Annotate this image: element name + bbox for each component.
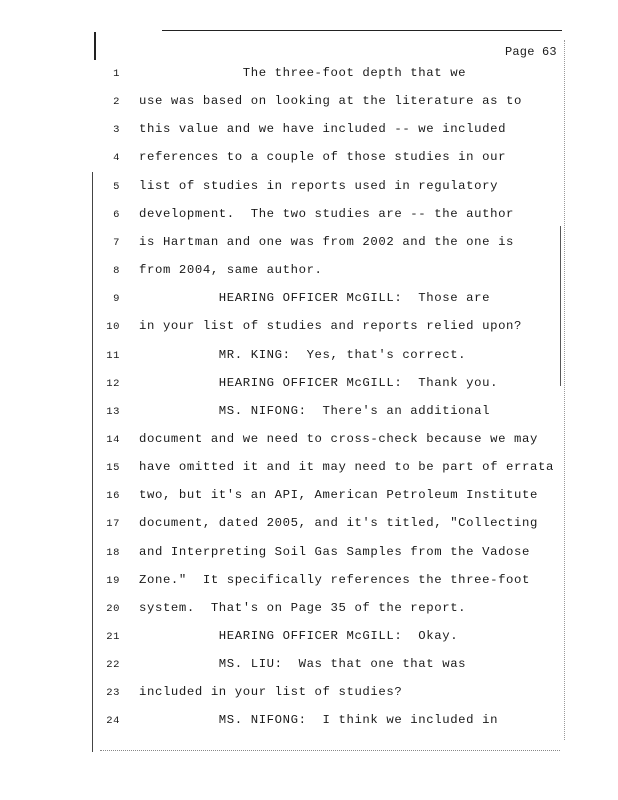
line-number: 5: [113, 180, 120, 193]
line-number: 21: [106, 631, 120, 643]
line-text: Zone." It specifically references the three-foot: [139, 572, 530, 587]
line-number: 24: [106, 715, 120, 728]
line-number: 16: [106, 490, 120, 503]
transcript-line: [0, 404, 618, 424]
transcript-line: [0, 122, 618, 142]
line-number: 11: [106, 349, 120, 362]
line-text: HEARING OFFICER McGILL: Thank you.: [139, 375, 499, 390]
line-number: 23: [106, 687, 120, 700]
line-number: 7: [113, 236, 120, 249]
transcript-line: [0, 319, 618, 339]
transcript-line: [0, 516, 618, 536]
line-text: MR. KING: Yes, that's correct.: [139, 347, 467, 362]
line-text: The three-foot depth that we: [139, 66, 467, 80]
transcript-line: [0, 488, 618, 508]
transcript-line: [0, 432, 618, 452]
line-number: 15: [106, 462, 120, 475]
transcript-line: [0, 573, 618, 593]
line-text: development. The two studies are -- the author: [139, 206, 515, 221]
page-number: Page 63: [505, 45, 557, 59]
line-number: 13: [106, 405, 120, 418]
line-number: 8: [113, 265, 120, 278]
line-number: 3: [113, 124, 120, 137]
transcript-line: [0, 685, 618, 705]
top-rule: [162, 30, 562, 31]
transcript-line: [0, 629, 618, 649]
transcript-line: [0, 713, 618, 733]
line-text: have omitted it and it may need to be part of errata: [139, 460, 554, 475]
transcript-line: [0, 460, 618, 480]
left-margin-mark: [94, 32, 96, 60]
line-text: in your list of studies and reports relied upon?: [139, 319, 523, 334]
bottom-rule: [100, 750, 560, 751]
transcript-line: [0, 601, 618, 621]
transcript-line: [0, 291, 618, 311]
line-text: document, dated 2005, and it's titled, "Collecting: [139, 516, 538, 531]
transcript-line: [0, 66, 618, 86]
transcript-line: [0, 348, 618, 368]
line-text: is Hartman and one was from 2002 and the one is: [139, 234, 515, 249]
line-number: 19: [106, 574, 120, 587]
line-number: 10: [106, 321, 120, 334]
transcript-line: [0, 545, 618, 565]
transcript-line: [0, 235, 618, 255]
transcript-line: [0, 657, 618, 677]
line-number: 4: [113, 152, 120, 165]
line-text: list of studies in reports used in regulatory: [139, 178, 499, 193]
transcript-line: [0, 179, 618, 199]
line-number: 20: [106, 602, 120, 615]
line-number: 2: [113, 96, 120, 109]
line-number: 22: [106, 659, 120, 672]
line-text: system. That's on Page 35 of the report.: [139, 600, 467, 615]
line-number: 14: [106, 433, 120, 446]
line-text: references to a couple of those studies in our: [139, 150, 507, 165]
line-text: from 2004, same author.: [139, 263, 323, 278]
line-text: MS. NIFONG: I think we included in: [139, 713, 499, 728]
line-number: 6: [113, 208, 120, 221]
line-number: 12: [106, 377, 120, 390]
line-text: MS. NIFONG: There's an additional: [139, 403, 491, 418]
line-text: HEARING OFFICER McGILL: Okay.: [139, 629, 459, 643]
line-number: 18: [106, 546, 120, 559]
line-number: 9: [113, 293, 120, 306]
line-text: MS. LIU: Was that one that was: [139, 657, 467, 672]
line-text: included in your list of studies?: [139, 685, 403, 700]
line-text: two, but it's an API, American Petroleum Institute: [139, 488, 538, 503]
transcript-line: [0, 207, 618, 227]
transcript-line: [0, 376, 618, 396]
transcript-line: [0, 94, 618, 114]
line-text: and Interpreting Soil Gas Samples from the Vadose: [139, 544, 530, 559]
line-text: use was based on looking at the literature as to: [139, 94, 523, 109]
line-text: document and we need to cross-check because we may: [139, 431, 538, 446]
transcript-line: [0, 263, 618, 283]
line-number: 17: [106, 518, 120, 531]
line-text: this value and we have included -- we included: [139, 122, 507, 137]
line-number: 1: [113, 68, 120, 80]
transcript-line: [0, 150, 618, 170]
line-text: HEARING OFFICER McGILL: Those are: [139, 291, 491, 306]
